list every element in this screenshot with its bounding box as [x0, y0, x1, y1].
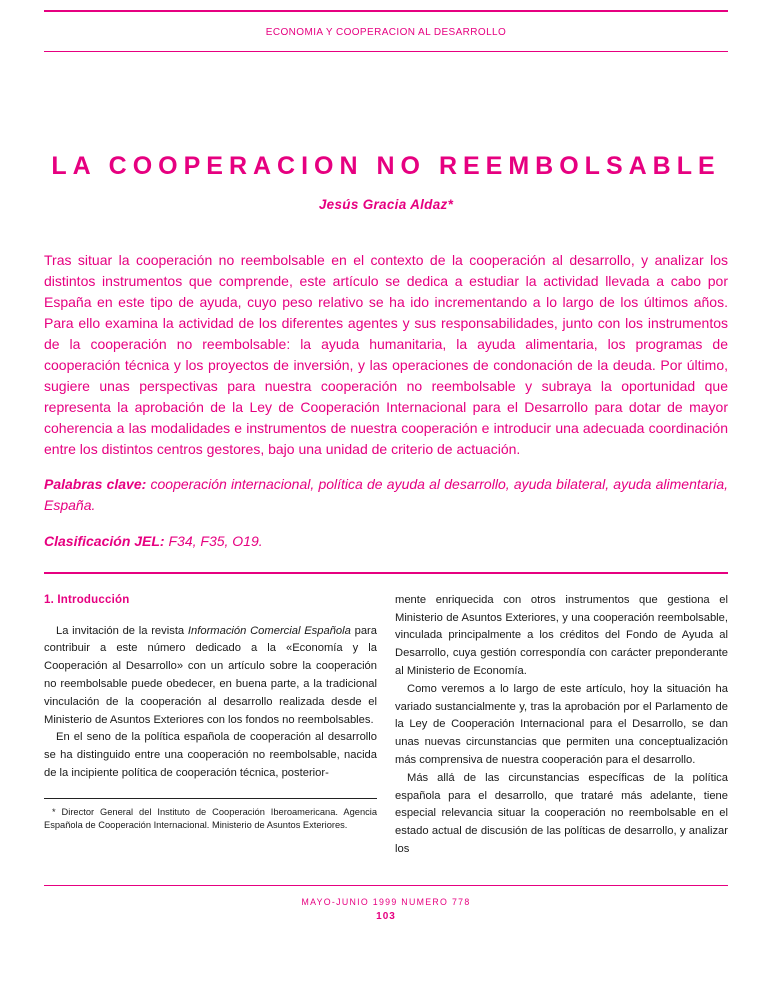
journal-header-title: ECONOMIA Y COOPERACION AL DESARROLLO [265, 26, 507, 38]
section-heading-introduccion: 1. Introducción [44, 593, 130, 606]
footnote-rule [44, 798, 377, 799]
article-title: LA COOPERACION NO REEMBOLSABLE [51, 152, 721, 180]
article-author: Jesús Gracia Aldaz* [318, 196, 454, 212]
page-footer [44, 885, 728, 923]
journal-name-italic: Información Comercial Española [187, 624, 351, 637]
jel-label: Clasificación JEL: [44, 532, 165, 549]
footer-page-number: 103 [376, 911, 396, 923]
jel-text: F34, F35, O19. [168, 532, 263, 549]
paragraph: Como veremos a lo largo de este artículo, hoy la situación ha variado sustancialmente y, tras la aprobación por el Parlamento de la Ley de Cooperación Internacional para el Desarrollo, se dan unas nuevas circunstancias que permiten una conceptualización más comprensiva de nuestra cooperación para el desarrollo. [395, 682, 728, 766]
body-columns [44, 592, 728, 859]
paragraph-intro [44, 623, 377, 730]
header-rule-bottom [44, 51, 728, 53]
keywords-text: cooperación internacional, política de ayuda al desarrollo, ayuda bilateral, ayuda alimentaria, España. [44, 475, 729, 514]
article-abstract: Tras situar la cooperación no reembolsable en el contexto de la cooperación al desarrollo, y analizar los distintos instrumentos que comprende, este artículo se dedica a estudiar la actividad llevada a cabo por España en este tipo de ayuda, cuyo peso relativo se ha ido incrementando a lo largo de los últimos años. Para ello examina la actividad de los diferentes agentes y sus responsabilidades, junto con los instrumentos de la cooperación no reembolsable: la ayuda humanitaria, la ayuda alimentaria, los programas de cooperación técnica y los proyectos de inversión, y las operaciones de condonación de la deuda. Por último, sugiere unas perspectivas para nuestra cooperación no reembolsable y subraya la oportunidad que representa la aprobación de la Ley de Cooperación Internacional para el Desarrollo para dotar de mayor coherencia a las modalidades e instrumentos de nuestra cooperación e introducir una adecuada coordinación entre los distintos centros gestores, bajo una unidad de criterio de actuación. [44, 251, 728, 457]
paragraph: Más allá de las circunstancias específicas de la política española para el desarrollo, que trataré más adelante, tiene especial relevancia situar la cooperación no reembolsable en el estado actual de discusión de las políticas de desarrollo, y analizar los [395, 771, 728, 855]
footer-rule [44, 885, 728, 887]
keywords-paragraph [44, 474, 728, 517]
jel-paragraph [44, 531, 728, 553]
paragraph-text: La invitación de la revista [56, 624, 188, 637]
paragraph: mente enriquecida con otros instrumentos que gestiona el Ministerio de Asuntos Exteriores, y una cooperación reembolsable, vinculada principalmente a los créditos del Fondo de Ayuda al Desarrollo, cuya gestión correspondía con carácter preponderante al Ministerio de Economía. [395, 593, 728, 677]
paragraph: En el seno de la política española de cooperación al desarrollo se ha distinguido entre una cooperación no reembolsable, nacida de la incipiente política de cooperación técnica, posterior- [44, 731, 377, 779]
left-column [44, 592, 377, 859]
footnote-text: * Director General del Instituto de Cooperación Iberoamericana. Agencia Española de Cooperación Internacional. Ministerio de Asuntos Exteriores. [44, 806, 377, 831]
section-divider-rule [44, 572, 728, 574]
right-column [395, 592, 728, 859]
footnote-block [44, 798, 377, 833]
keywords-label: Palabras clave: [44, 475, 147, 492]
footer-issue-line: MAYO-JUNIO 1999 NUMERO 778 [301, 897, 471, 908]
paragraph-text: para contribuir a este número dedicado a la «Economía y la Cooperación al Desarrollo» con un artículo sobre la cooperación no reembolsable puede obedecer, en buena parte, a la tradicional vinculación de la cooperación al desarrollo realizada desde el Ministerio de Asuntos Exteriores con los fondos no reembolsables. [44, 624, 377, 726]
